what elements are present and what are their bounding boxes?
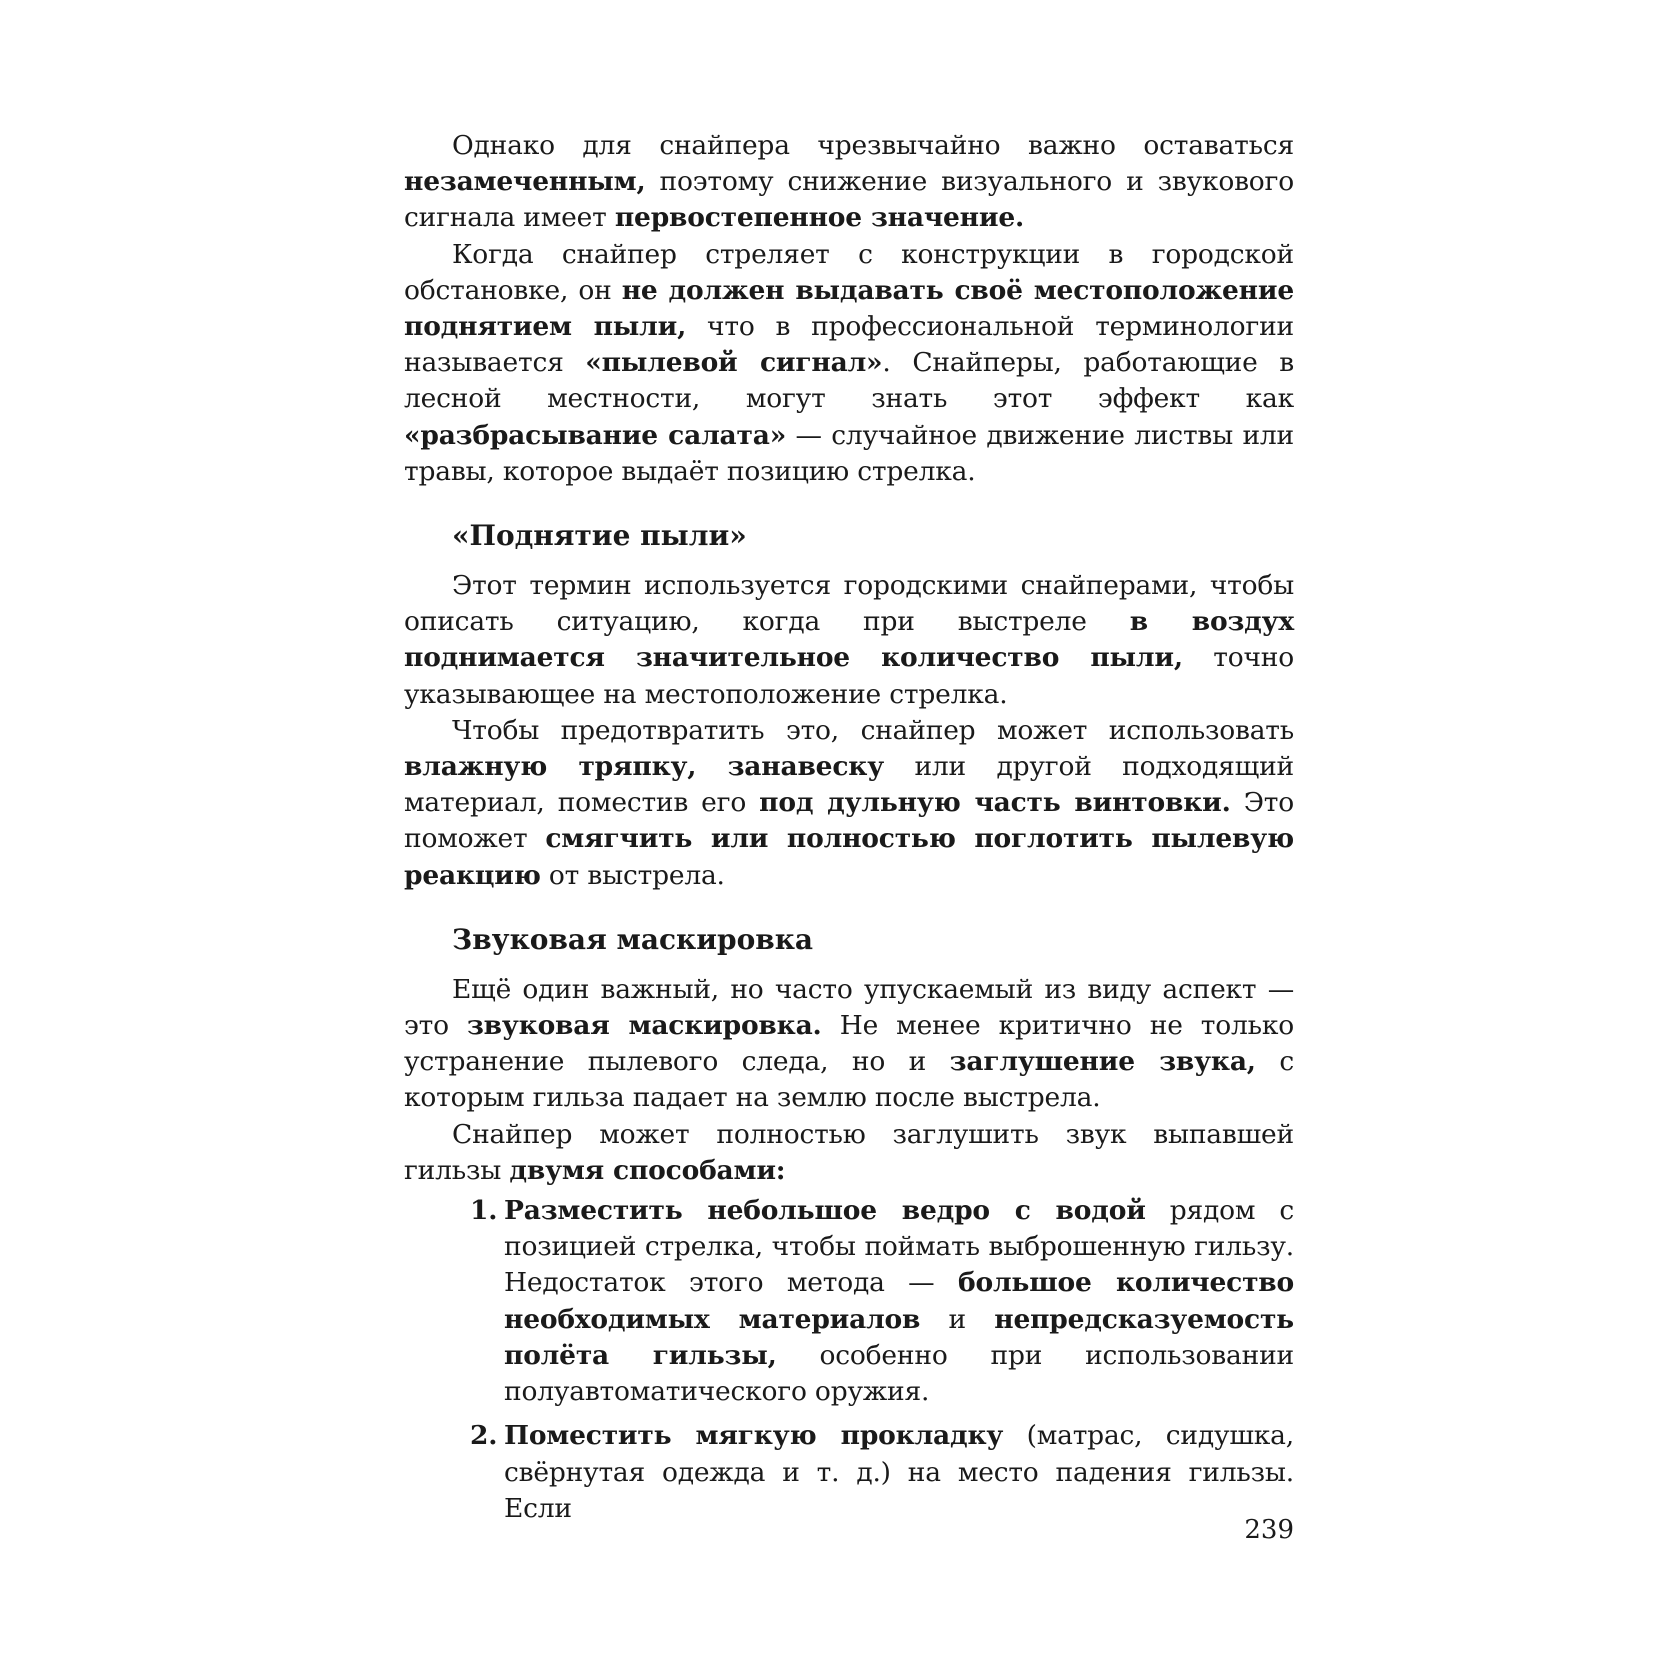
text: — случайное движение листвы или травы, которое выдаёт позицию стрелка. [404,419,1294,487]
list-number: 1. [470,1195,498,1227]
text: что в профессиональной терминологии называется [404,311,1294,379]
page-number: 239 [1244,1515,1294,1545]
text: (матрас, сидушка, свёрнутая одежда и т. д.) на место падения гильзы. Если [504,1420,1294,1524]
bold-text: не должен выдавать своё местоположение поднятием пыли, [404,274,1294,343]
text: Это поможет [404,787,1294,855]
text: особенно при использовании полуавтоматического оружия. [504,1339,1294,1408]
page-content [404,128,1294,1535]
text: или другой подходящий материал, поместив его [404,751,1295,819]
bold-text: незамеченным, [404,166,646,198]
bold-text: непредсказуемость полёта гильзы, [504,1303,1294,1371]
list-number: 2. [470,1420,498,1452]
text: рядом с позицией стрелка, чтобы поймать выброшенную гильзу. Недостаток этого метода — [504,1195,1295,1299]
bold-text: влажную тряпку, занавеску [404,751,884,783]
list-item [404,1418,1294,1527]
bold-text: большое количество необходимых материалов [504,1267,1294,1335]
bold-text: первостепенное значение. [614,202,1025,234]
text: от выстрела. [540,859,725,891]
paragraph-1 [404,128,1294,237]
bold-text: «разбрасывание салата» [404,419,787,451]
bold-text: Поместить мягкую прокладку [504,1420,1004,1452]
bold-text: в воздух поднимается значительное количество пыли, [404,606,1294,674]
numbered-list [404,1193,1294,1527]
text: и [920,1303,995,1335]
text: Ещё один важный, но часто упускаемый из виду аспект — это [404,973,1294,1042]
section-heading-sound: Звуковая маскировка [452,922,814,956]
text: Однако для снайпера чрезвычайно важно оставаться [452,130,1294,161]
paragraph-2 [404,237,1294,490]
text: . Снайперы, работающие в лесной местности, могут знать этот эффект как [404,347,1294,415]
text: с которым гильза падает на землю после выстрела. [404,1046,1295,1114]
bold-text: звуковая маскировка. [466,1010,822,1042]
list-item-text [504,1193,1294,1410]
text: Не менее критично не только устранение пылевого следа, но и [404,1010,1294,1078]
bold-text: заглушение звука, [949,1046,1256,1078]
text: Снайпер может полностью заглушить звук выпавшей гильзы [404,1118,1294,1186]
paragraph-3 [404,568,1294,713]
paragraph-4 [404,713,1294,894]
bold-text: под дульную часть винтовки. [759,787,1231,819]
paragraph-6 [404,1117,1294,1189]
text: Чтобы предотвратить это, снайпер может использовать [452,714,1294,746]
text: поэтому снижение визуального и звукового сигнала имеет [404,166,1294,234]
text: точно указывающее на местоположение стрелка. [404,642,1294,710]
bold-text: «пылевой сигнал» [585,347,883,379]
text: Этот термин используется городскими снайперами, чтобы описать ситуацию, когда при выстреле [404,570,1294,638]
list-item-text [504,1418,1294,1527]
paragraph-5 [404,972,1294,1117]
section-heading-dust: «Поднятие пыли» [452,519,747,553]
bold-text: смягчить или полностью поглотить пылевую реакцию [404,823,1295,891]
bold-text: Разместить небольшое ведро с водой [504,1195,1146,1227]
list-item [404,1193,1294,1410]
text: Когда снайпер стреляет с конструкции в городской обстановке, он [404,238,1294,306]
bold-text: двумя способами: [509,1154,786,1186]
